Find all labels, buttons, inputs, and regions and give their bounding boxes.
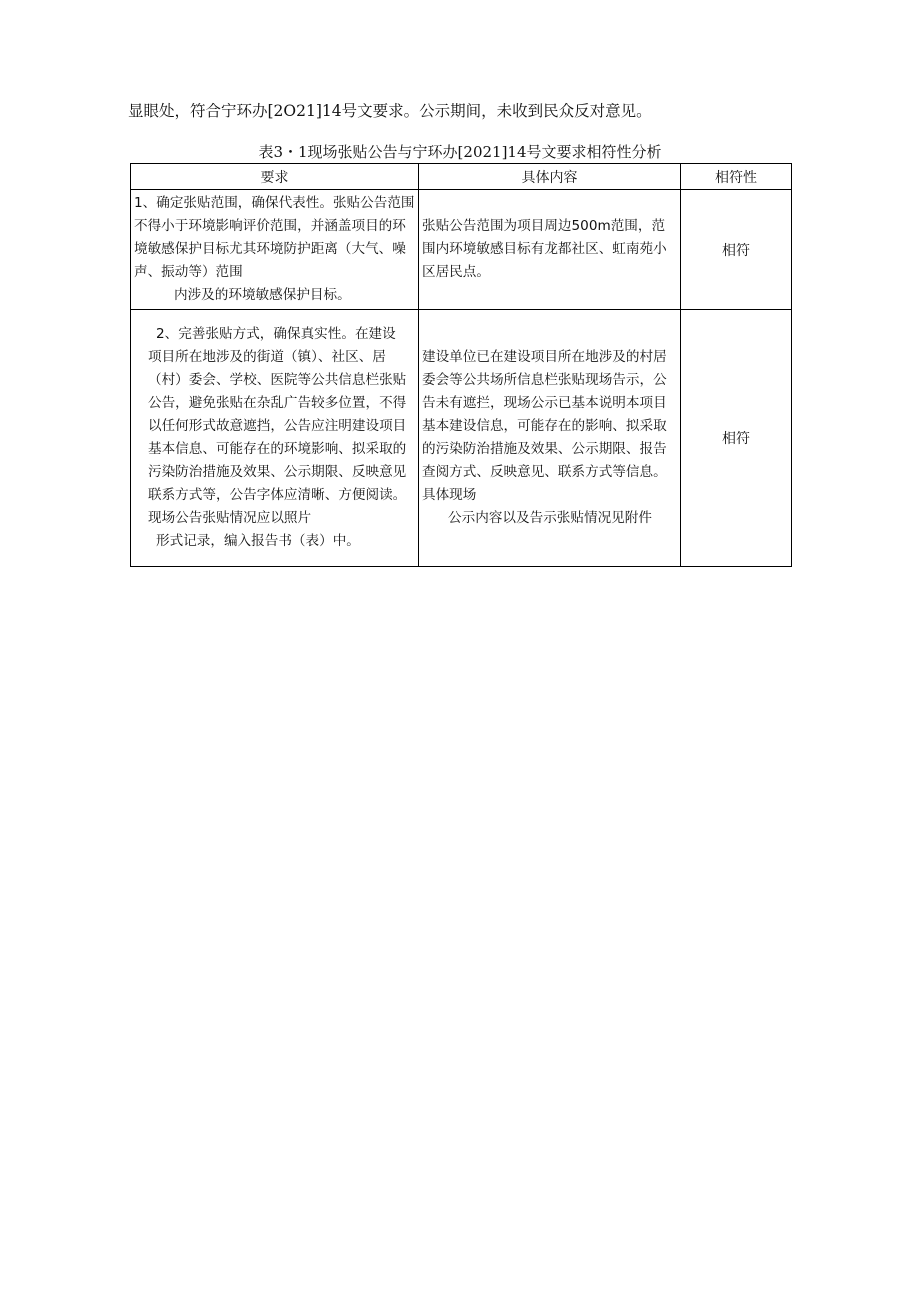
- conformity-cell: 相符: [681, 190, 792, 310]
- content-cell: [419, 310, 681, 567]
- requirement-text: 2、完善张贴方式，确保真实性。在建设: [156, 326, 396, 342]
- content-text: 建设单位已在建设项目所在地涉及的村居委会等公共场所信息栏张贴现场告示，公告未有遮拦，现场公示已基本说明本项目基本建设信息，可能存在的影响、拟采取的污染防治措施及效果、公示期限、报告查阅方式、反映意见、联系方式等信息。具体现场: [422, 349, 667, 503]
- table-row: [131, 190, 792, 310]
- requirement-text: 内涉及的环境敏感保护目标。: [174, 287, 351, 303]
- table-row: [131, 310, 792, 567]
- requirement-cell: [131, 310, 419, 567]
- conformity-cell: 相符: [681, 310, 792, 567]
- conformity-table: [130, 163, 792, 567]
- intro-paragraph: 显眼处，符合宁环办[2O21]14号文要求。公示期间，未收到民众反对意见。: [128, 102, 652, 120]
- requirement-cell: [131, 190, 419, 310]
- header-content: 具体内容: [419, 164, 681, 190]
- content-text: 公示内容以及告示张贴情况见附件: [448, 510, 652, 526]
- requirement-text: 项目所在地涉及的街道（镇）、社区、居（村）委会、学校、医院等公共信息栏张贴公告，避免张贴在杂乱广告较多位置，不得以任何形式故意遮挡，公告应注明建设项目基本信息、可能存在的环境影响、拟采取的污染防治措施及效果、公示期限、反映意见联系方式等，公告字体应清晰、方便阅读。现场公告张贴情况应以照片: [148, 349, 407, 526]
- table-caption: 表3・1现场张贴公告与宁环办[2021]14号文要求相符性分析: [258, 143, 662, 161]
- header-conformity: 相符性: [681, 164, 792, 190]
- content-text: 张贴公告范围为项目周边500m范围，范围内环境敏感目标有龙都社区、虹南苑小区居民点。: [422, 218, 667, 280]
- content-cell: [419, 190, 681, 310]
- requirement-text: 1、确定张贴范围，确保代表性。张贴公告范围不得小于环境影响评价范围，并涵盖项目的环境敏感保护目标尤其环境防护距离（大气、噪声、振动等）范围: [134, 195, 415, 280]
- header-requirement: 要求: [131, 164, 419, 190]
- requirement-text: 形式记录，编入报告书（表）中。: [156, 533, 360, 549]
- table-header-row: [131, 164, 792, 190]
